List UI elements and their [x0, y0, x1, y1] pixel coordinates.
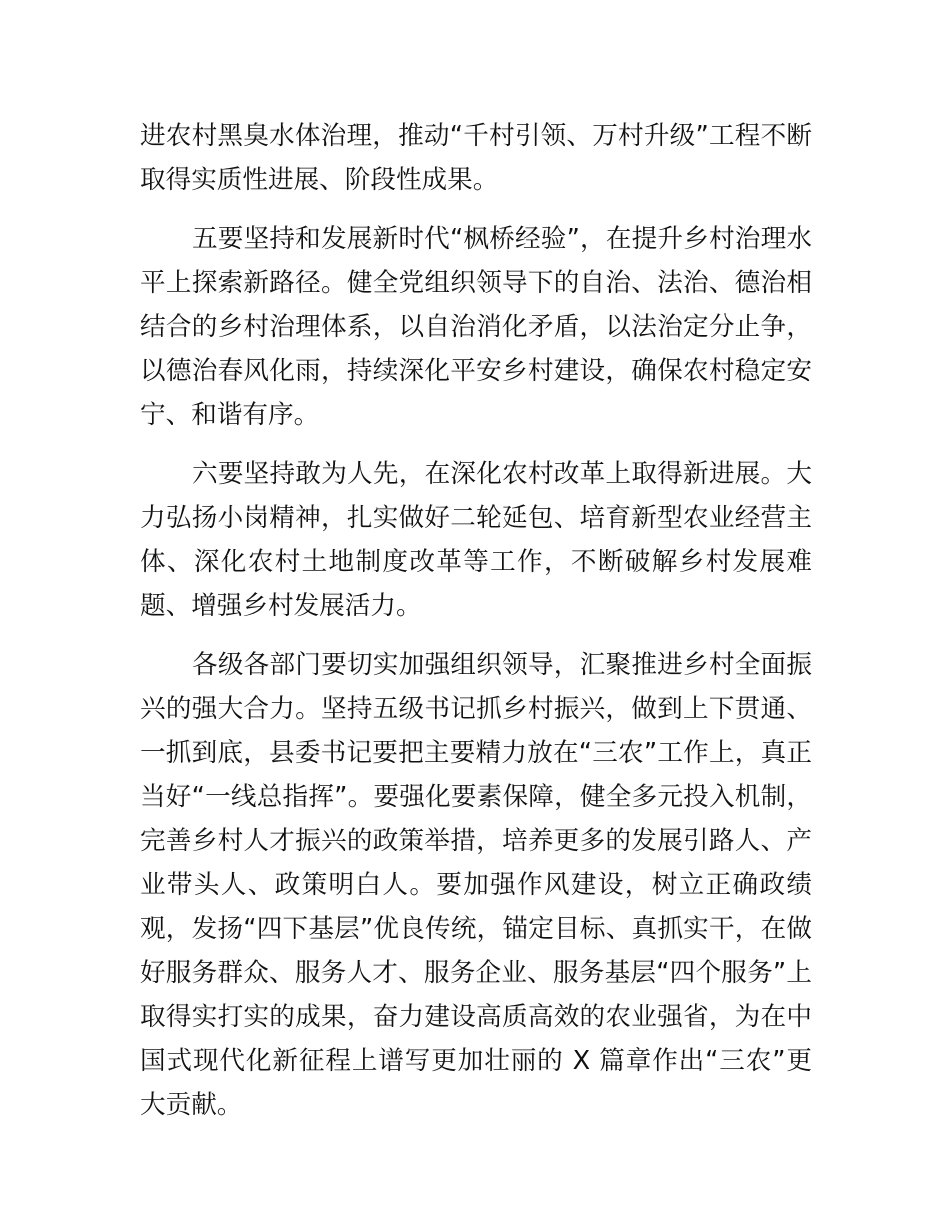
- paragraph-2: 五要坚持和发展新时代“枫桥经验”，在提升乡村治理水平上探索新路径。健全党组织领导下的自治、法治、德治相结合的乡村治理体系，以自治消化矛盾，以法治定分止争，以德治春风化雨，持续深化平安乡村建设，确保农村稳定安宁、和谐有序。: [140, 224, 812, 430]
- document-body: [140, 114, 812, 1142]
- paragraph-4: 各级各部门要切实加强组织领导，汇聚推进乡村全面振兴的强大合力。坚持五级书记抓乡村振兴，做到上下贯通、一抓到底，县委书记要把主要精力放在“三农”工作上，真正当好“一线总指挥”。要强化要素保障，健全多元投入机制，完善乡村人才振兴的政策举措，培养更多的发展引路人、产业带头人、政策明白人。要加强作风建设，树立正确政绩观，发扬“四下基层”优良传统，锚定目标、真抓实干，在做好服务群众、服务人才、服务企业、服务基层“四个服务”上取得实打实的成果，奋力建设高质高效的农业强省，为在中国式现代化新征程上谱写更加壮丽的 X 篇章作出“三农”更大贡献。: [140, 650, 812, 1120]
- paragraph-1: 进农村黑臭水体治理，推动“千村引领、万村升级”工程不断取得实质性进展、阶段性成果。: [140, 121, 812, 195]
- paragraph-3: 六要坚持敢为人先，在深化农村改革上取得新进展。大力弘扬小岗精神，扎实做好二轮延包、培育新型农业经营主体、深化农村土地制度改革等工作，不断破解乡村发展难题、增强乡村发展活力。: [140, 459, 812, 621]
